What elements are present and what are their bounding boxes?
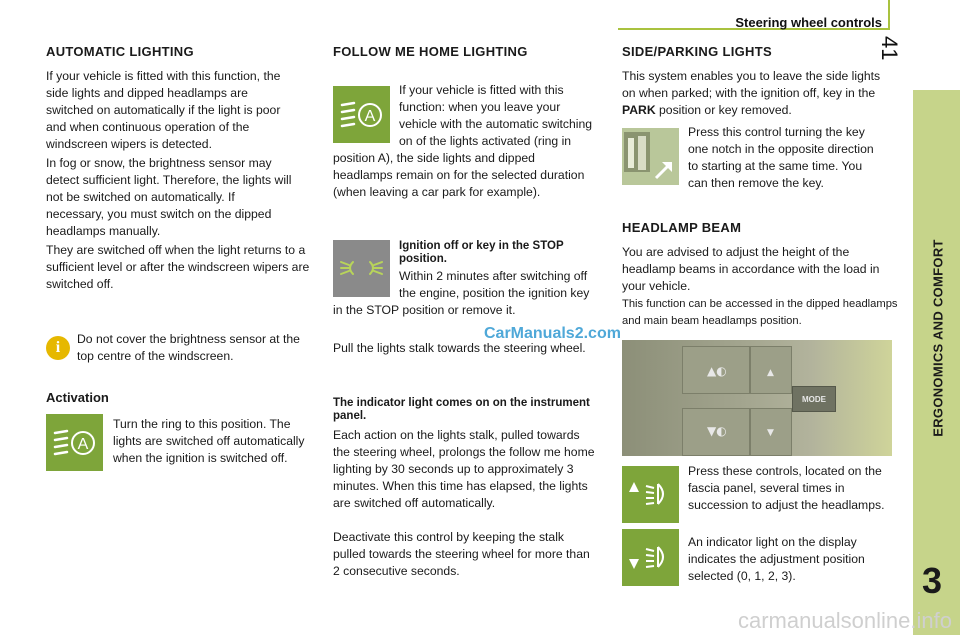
beam-lower-icon (622, 529, 679, 586)
headlamp-beam-heading: HEADLAMP BEAM (622, 220, 742, 235)
panel-button (750, 346, 792, 394)
ignition-heading: Ignition off or key in the STOP position. (399, 240, 564, 265)
info-note: Do not cover the brightness sensor at the top centre of the windscreen. (77, 332, 300, 363)
parking-press-text: Press this control turning the key one notch in the opposite direction to starting at the same time. You can then remove the key. (688, 125, 874, 190)
indicator-heading: The indicator light comes on on the instrument panel. (333, 397, 590, 422)
page-number: 41 (877, 36, 902, 61)
svg-text:▲◐: ▲◐ (707, 364, 727, 378)
headlamp-beam-text: You are advised to adjust the height of the headlamp beams in accordance with the load in your vehicle. (622, 245, 880, 293)
press-controls-text: Press these controls, located on the fascia panel, several times in succession to adjust the headlamps. (688, 464, 885, 512)
beam-up-button (682, 346, 750, 394)
follow-me-home-intro: If your vehicle is fitted with this function: when you leave your vehicle with the automatic switching on of the lights activated (ring in position A), the side lights and dipped headlamps remain on for the selected duration (when leaving a car park for example). (333, 83, 593, 199)
auto-lighting-ring-icon (46, 414, 103, 471)
chapter-number: 3 (922, 560, 943, 601)
svg-text:A: A (364, 107, 375, 125)
fascia-panel-photo (622, 340, 892, 456)
svg-text:▼: ▼ (767, 428, 774, 438)
headlamp-beam-note: This function can be accessed in the dipped headlamps and main beam headlamps position. (622, 298, 898, 327)
indicator-display-text: An indicator light on the display indicates the adjustment position selected (0, 1, 2, 3). (688, 535, 865, 583)
automatic-lighting-para-2: In fog or snow, the brightness sensor may detect sufficient light. Therefore, the lights will not be switched on automatically. If necessary, you must switch on the dipped headlamps manually. (46, 156, 292, 238)
follow-me-home-heading: FOLLOW ME HOME LIGHTING (333, 44, 528, 59)
chapter-title: ERGONOMICS AND COMFORT (930, 239, 946, 437)
parking-key-icon (622, 128, 679, 185)
side-parking-text: This system enables you to leave the side lights on when parked; with the ignition off, key in the PARK position or key removed. (622, 69, 881, 117)
mode-button: MODE (792, 386, 836, 412)
pull-stalk-text: Pull the lights stalk towards the steering wheel. (333, 341, 586, 355)
indicator-text: Each action on the lights stalk, pulled towards the steering wheel, prolongs the follow me home lighting by 30 seconds up to approximately 3 minutes. When this time has elapsed, the lights are switched off automatically. (333, 428, 595, 510)
activation-heading: Activation (46, 390, 109, 405)
side-parking-heading: SIDE/PARKING LIGHTS (622, 44, 772, 59)
svg-text:▼◐: ▼◐ (707, 424, 727, 438)
beam-raise-icon (622, 466, 679, 523)
footer-watermark: carmanualsonline.info (737, 608, 952, 633)
svg-text:A: A (77, 435, 88, 453)
automatic-lighting-para-1: If your vehicle is fitted with this function, the side lights and dipped headlamps are switched on automatically if the light is poor and when continuous operation of the windscreen wipers is detected. (46, 69, 281, 151)
automatic-lighting-para-3: They are switched off when the light returns to a sufficient level or after the windscreen wipers are switched off. (46, 243, 310, 291)
automatic-lighting-heading: AUTOMATIC LIGHTING (46, 44, 194, 59)
beam-down-button (682, 408, 750, 456)
page-header-title: Steering wheel controls (735, 15, 882, 30)
watermark-carmanuals2: CarManuals2.com (484, 325, 621, 342)
activation-text: Turn the ring to this position. The lights are switched off automatically when the ignition is switched off. (113, 417, 305, 465)
ignition-text: Within 2 minutes after switching off the engine, position the ignition key in the STOP position or remove it. (333, 269, 590, 317)
panel-button (750, 408, 792, 456)
deactivate-text: Deactivate this control by keeping the stalk pulled towards the steering wheel for more than 2 consecutive seconds. (333, 530, 590, 578)
svg-text:▲: ▲ (767, 368, 774, 378)
info-icon: i (46, 336, 70, 360)
